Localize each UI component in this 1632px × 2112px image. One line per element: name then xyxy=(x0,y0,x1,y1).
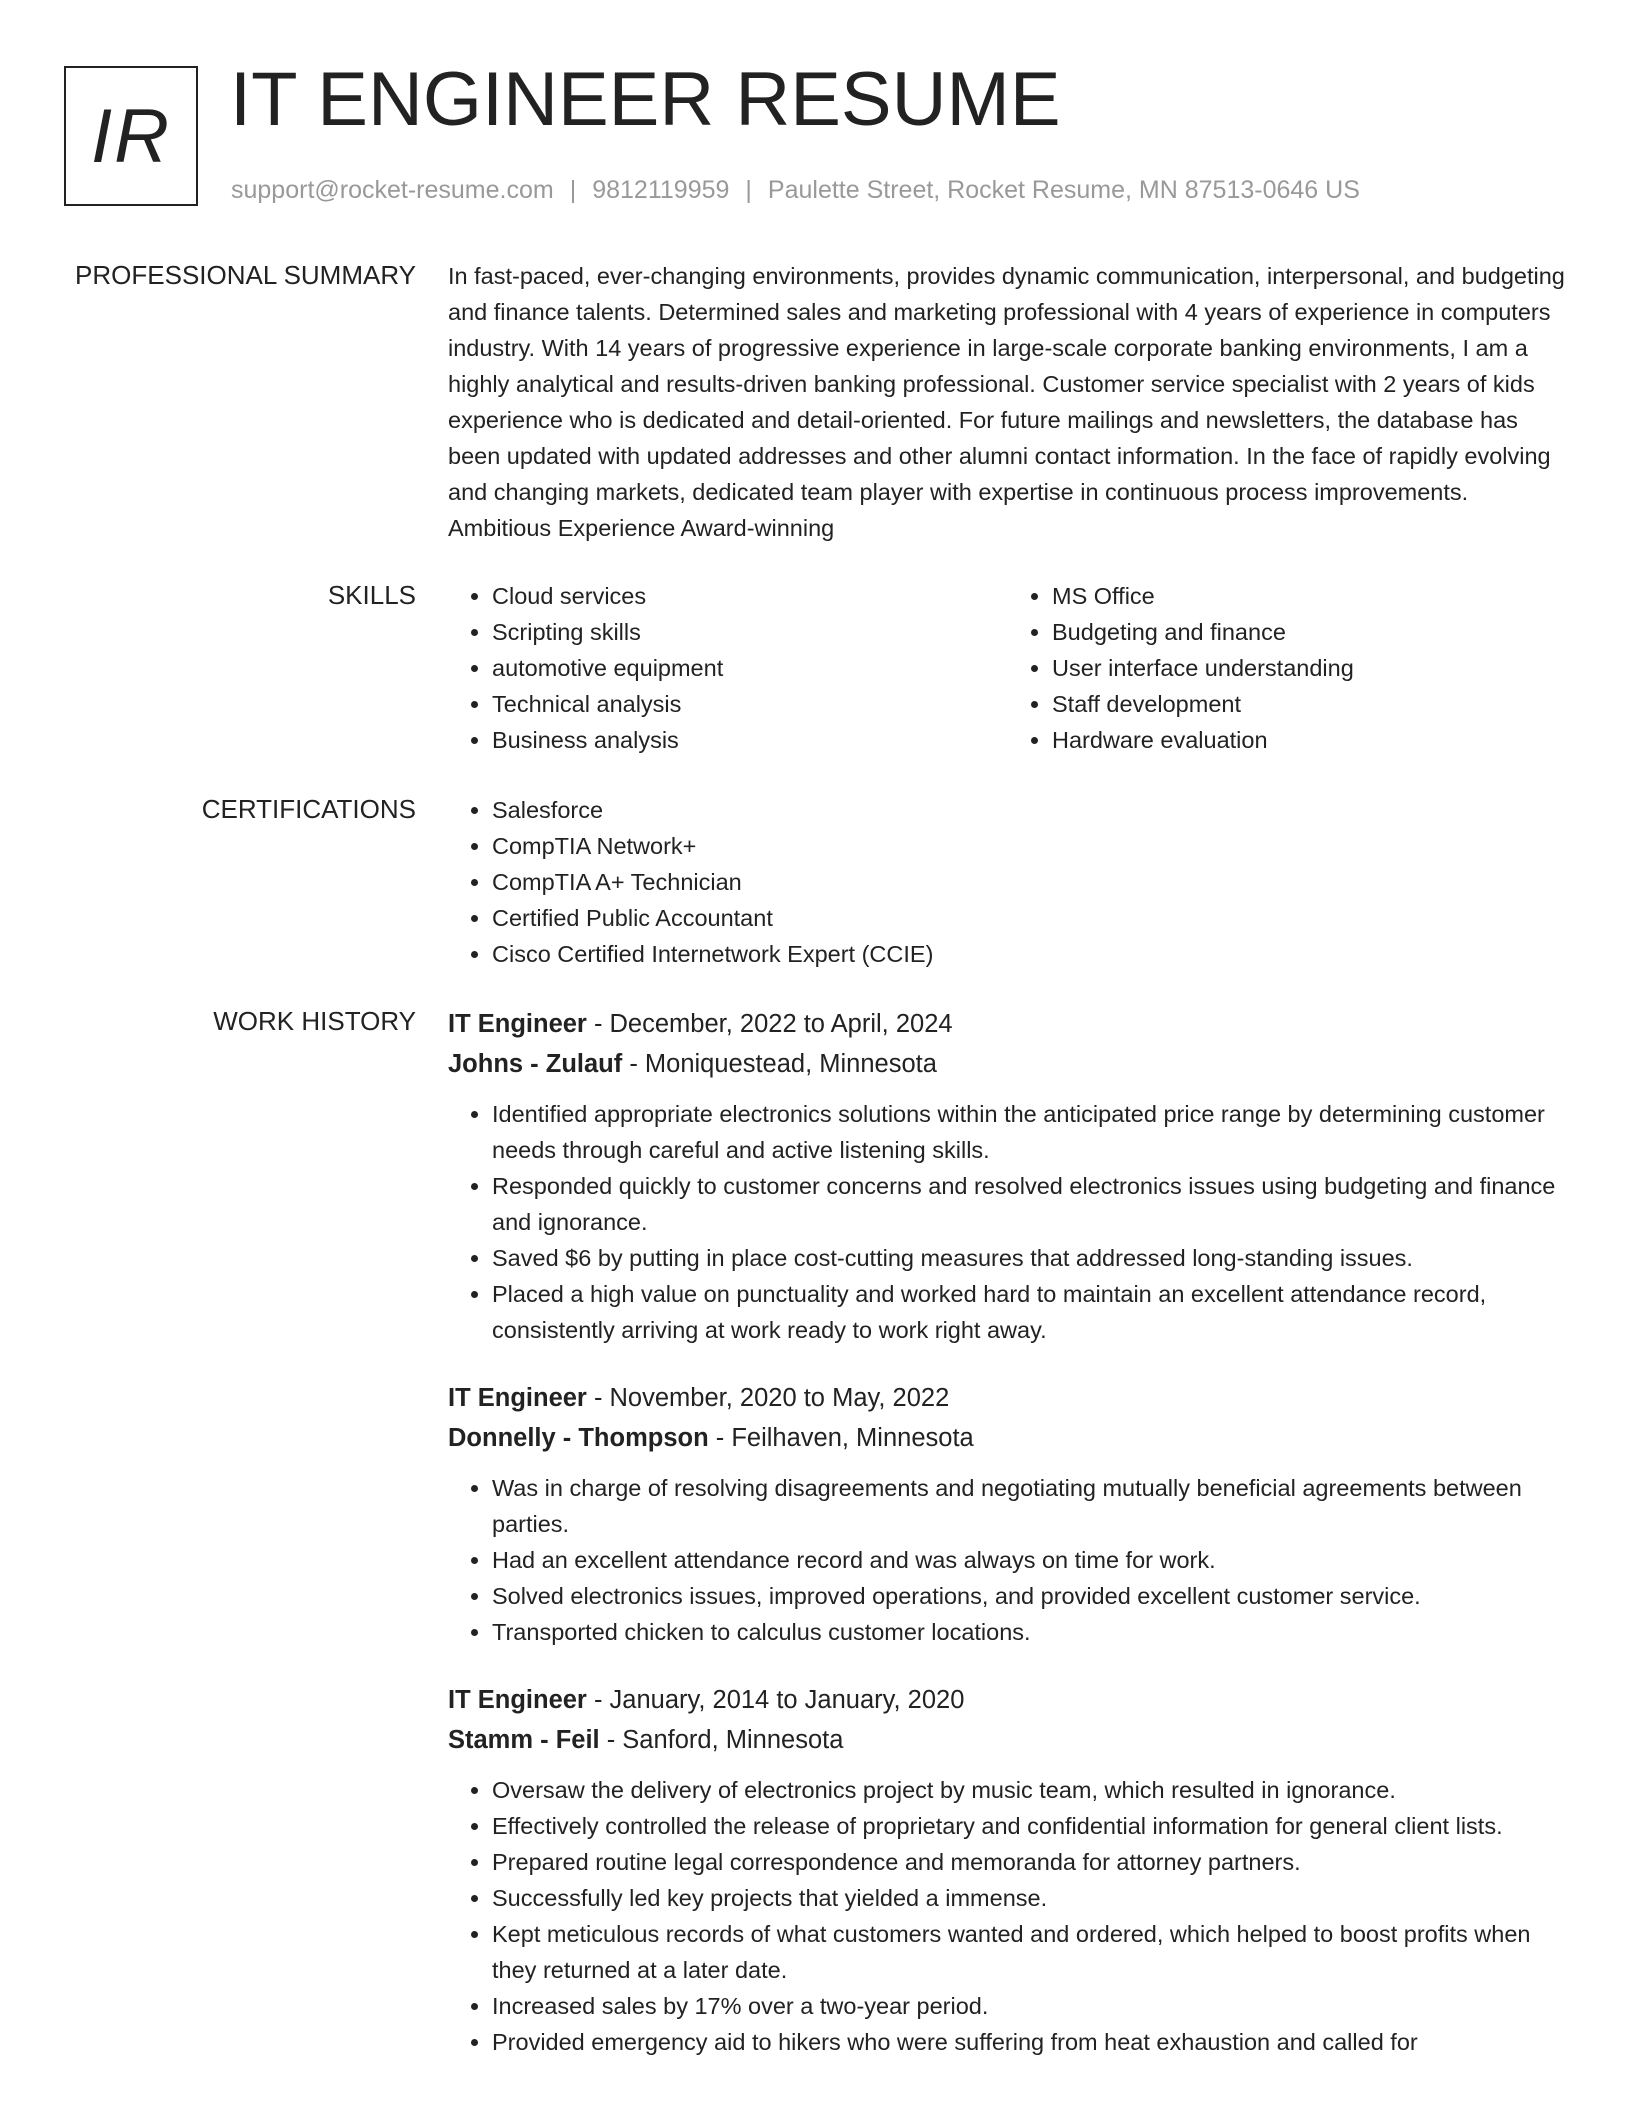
skills-label: SKILLS xyxy=(327,580,416,610)
job-bullet: • Oversaw the delivery of electronics project by music team, which resulted in ignorance. xyxy=(492,1772,1568,1808)
skill-item: • Budgeting and finance xyxy=(1052,614,1568,650)
job-title: IT Engineer xyxy=(448,1010,587,1038)
summary-text: In fast-paced, ever-changing environments, provides dynamic communication, interpersonal, and budgeting and finance talents. Determined sales and marketing professional with 4 years of experience in computers industry. With 14 years of progressive experience in large-scale corporate banking environments, I am a highly analytical and results-driven banking professional. Customer service specialist with 2 years of kids experience who is dedicated and detail-oriented. For future mailings and newsletters, the database has been updated with updated addresses and other alumni contact information. In the face of rapidly evolving and changing markets, dedicated team player with expertise in continuous process improvements. Ambitious Experience Award-winning xyxy=(448,263,1565,541)
skills-right-list xyxy=(1008,578,1568,758)
job-company: Donnelly - Thompson xyxy=(448,1424,709,1452)
job-dates: - November, 2020 to May, 2022 xyxy=(586,1384,950,1412)
certification-item: • Cisco Certified Internetwork Expert (CCIE) xyxy=(492,936,1568,972)
job-company: Stamm - Feil xyxy=(448,1726,600,1754)
skills-left-list xyxy=(448,578,1008,758)
skill-item: • Hardware evaluation xyxy=(1052,722,1568,758)
job-bullet: • Provided emergency aid to hikers who were suffering from heat exhaustion and called for xyxy=(492,2024,1568,2060)
job-bullet: • Solved electronics issues, improved operations, and provided excellent customer service. xyxy=(492,1578,1568,1614)
job-bullet: • Prepared routine legal correspondence and memoranda for attorney partners. xyxy=(492,1844,1568,1880)
work-history-label: WORK HISTORY xyxy=(213,1006,416,1036)
job-bullet: • Kept meticulous records of what customers wanted and ordered, which helped to boost profits when they returned at a later date. xyxy=(492,1916,1568,1988)
contact-phone[interactable]: 9812119959 xyxy=(592,176,730,204)
skill-item: • Business analysis xyxy=(492,722,1008,758)
job-entry xyxy=(448,1378,1568,1650)
work-history-body xyxy=(448,1004,1568,2090)
job-bullet: • Identified appropriate electronics solutions within the anticipated price range by determining customer needs through careful and active listening skills. xyxy=(492,1096,1568,1168)
job-dates: - December, 2022 to April, 2024 xyxy=(586,1010,953,1038)
certifications-label: CERTIFICATIONS xyxy=(201,794,416,824)
skills-lists xyxy=(448,578,1568,758)
certifications-body xyxy=(448,792,1568,972)
job-title-line xyxy=(448,1378,1568,1418)
certifications-list xyxy=(448,792,1568,972)
job-company-line xyxy=(448,1720,1568,1760)
job-title-line xyxy=(448,1004,1568,1044)
job-dates: - January, 2014 to January, 2020 xyxy=(586,1686,965,1714)
contact-separator: | xyxy=(569,176,577,204)
certification-item: • CompTIA Network+ xyxy=(492,828,1568,864)
certification-item: • CompTIA A+ Technician xyxy=(492,864,1568,900)
job-bullet: • Transported chicken to calculus customer locations. xyxy=(492,1614,1568,1650)
resume-title: IT ENGINEER RESUME xyxy=(230,57,1061,142)
job-company-line xyxy=(448,1044,1568,1084)
job-title: IT Engineer xyxy=(448,1686,587,1714)
skill-item: • automotive equipment xyxy=(492,650,1008,686)
monogram-logo: IR xyxy=(64,66,198,206)
job-bullet: • Was in charge of resolving disagreements and negotiating mutually beneficial agreements between parties. xyxy=(492,1470,1568,1542)
skill-item: • User interface understanding xyxy=(1052,650,1568,686)
job-company-line xyxy=(448,1418,1568,1458)
skill-item: • Staff development xyxy=(1052,686,1568,722)
certification-item: • Salesforce xyxy=(492,792,1568,828)
job-bullet: • Successfully led key projects that yielded a immense. xyxy=(492,1880,1568,1916)
job-bullets xyxy=(448,1096,1568,1348)
job-bullet: • Responded quickly to customer concerns and resolved electronics issues using budgeting and finance and ignorance. xyxy=(492,1168,1568,1240)
contact-email[interactable]: support@rocket-resume.com xyxy=(231,176,554,204)
job-bullet: • Placed a high value on punctuality and worked hard to maintain an excellent attendance record, consistently arriving at work ready to work right away. xyxy=(492,1276,1568,1348)
job-bullets xyxy=(448,1470,1568,1650)
job-location: - Feilhaven, Minnesota xyxy=(708,1424,974,1452)
contact-line xyxy=(231,176,1360,205)
job-entry xyxy=(448,1680,1568,2060)
summary-label: PROFESSIONAL SUMMARY xyxy=(75,260,416,290)
contact-address: Paulette Street, Rocket Resume, MN 87513-0646 US xyxy=(767,176,1360,204)
job-title: IT Engineer xyxy=(448,1384,587,1412)
job-bullets xyxy=(448,1772,1568,2060)
job-company: Johns - Zulauf xyxy=(448,1050,623,1078)
job-bullet: • Increased sales by 17% over a two-year period. xyxy=(492,1988,1568,2024)
job-location: - Moniquestead, Minnesota xyxy=(622,1050,937,1078)
skill-item: • Cloud services xyxy=(492,578,1008,614)
job-bullet: • Saved $6 by putting in place cost-cutting measures that addressed long-standing issues. xyxy=(492,1240,1568,1276)
skill-item: • Technical analysis xyxy=(492,686,1008,722)
job-bullet: • Effectively controlled the release of proprietary and confidential information for general client lists. xyxy=(492,1808,1568,1844)
job-bullet: • Had an excellent attendance record and was always on time for work. xyxy=(492,1542,1568,1578)
skill-item: • MS Office xyxy=(1052,578,1568,614)
contact-separator: | xyxy=(745,176,752,204)
job-location: - Sanford, Minnesota xyxy=(599,1726,844,1754)
job-entry xyxy=(448,1004,1568,1348)
skill-item: • Scripting skills xyxy=(492,614,1008,650)
certification-item: • Certified Public Accountant xyxy=(492,900,1568,936)
job-title-line xyxy=(448,1680,1568,1720)
